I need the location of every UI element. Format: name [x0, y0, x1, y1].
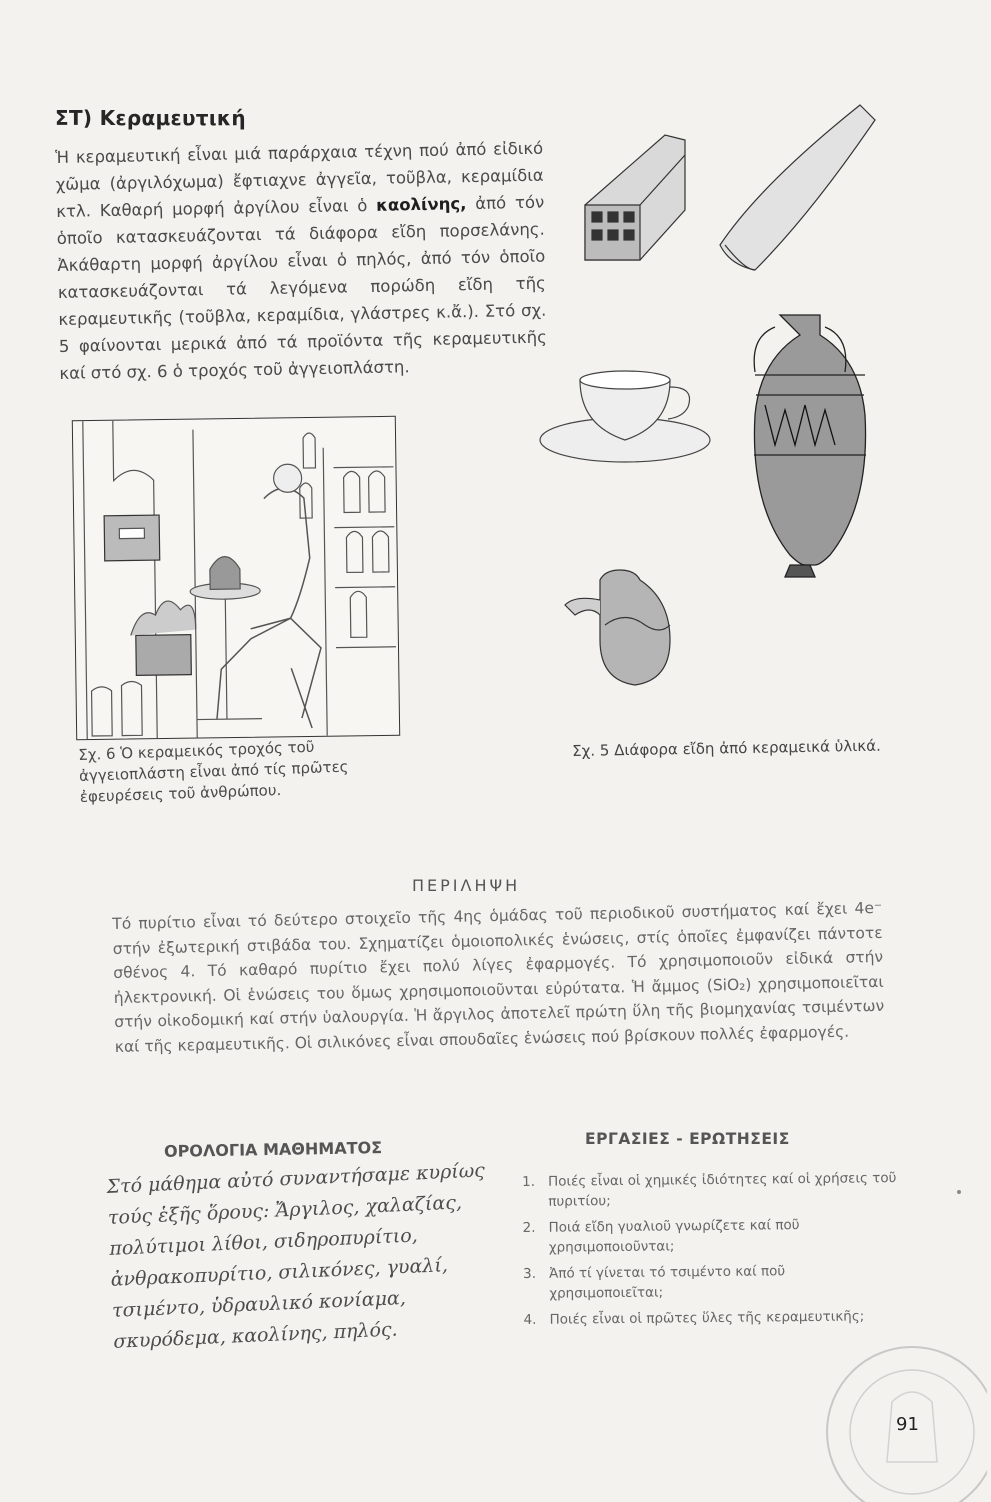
terminology-text: Στό μάθημα αὐτό συναντήσαμε κυρίως τούς ἑξῆς ὅρους: Ἄργιλος, χαλαζίας, πολύτιμοι λίθοι, σιδηροπυρίτιο, ἀνθρακοπυρίτιο, σιλικόνες, γυαλί, τσιμέντο, ὑδραυλικό κονίαμα, σκυρόδεμα, καολίνης, πηλός. [106, 1159, 486, 1353]
figure-6-potter-wheel-illustration [72, 416, 400, 740]
amphora-icon [754, 315, 866, 577]
intro-text-part1: Ἡ κεραμευτική εἶναι μιά παράρχαια τέχνη πού ἀπό εἰδικό χῶμα (ἀργιλόχωμα) ἔφτιαχνε ἀγγεῖα, τοῦβλα, κεραμίδια κτλ. Καθαρή μορφή ἀργίλου εἶναι ὁ [55, 138, 544, 221]
potter-sketch [73, 417, 399, 739]
ceramic-items [530, 95, 920, 705]
exercise-item [522, 1168, 902, 1212]
figure-6-caption: Σχ. 6 Ὁ κεραμεικός τροχός τοῦ ἀγγειοπλάστη εἶναι ἀπό τίς πρῶτες ἐφευρέσεις τοῦ ἀνθρώπου. [78, 737, 349, 806]
exercise-number: 3. [522, 1265, 537, 1282]
brick-icon [585, 135, 685, 260]
summary-paragraph: Τό πυρίτιο εἶναι τό δεύτερο στοιχεῖο τῆς 4ης ὁμάδας τοῦ περιοδικοῦ συστήματος καί ἔχει 4e⁻ στήν ἐξωτερική στιβάδα του. Σχηματίζει ὁμοιοπολικές ἑνώσεις, στίς ὁποῖες ἐμφανίζει πάντοτε σθένος 4. Τό καθαρό πυρίτιο ἔχει πολύ λίγες ἐφαρμογές. Τό χρησιμοποιοῦν εἰδικά στήν ἠλεκτρονική. Οἱ ἑνώσεις του ὅμως χρησιμοποιοῦνται εὐρύτατα. Ἡ ἄμμος (SiO₂) χρησιμοποιεῖται στήν οἰκοδομική καί στήν ὑαλουργία. Ἡ ἄργιλος ἀποτελεῖ πρώτη ὕλη τῆς βιομηχανίας τσιμέντων καί τῆς κεραμευτικῆς. Οἱ σιλικόνες εἶναι σπουδαῖες ἑνώσεις πού βρίσκουν πολλές ἐφαρμογές. [112, 898, 885, 1056]
section-title: ΣΤ) Κεραμευτική [55, 106, 246, 130]
pitcher-icon [565, 570, 670, 685]
exercise-item [522, 1214, 902, 1258]
terminology-title: ΟΡΟΛΟΓΙΑ ΜΑΘΗΜΑΤΟΣ [163, 1138, 383, 1161]
intro-text-part2: ἀπό τόν ὁποῖο κατασκευάζονται τά διάφορα εἴδη πορσελάνης. Ἀκάθαρτη μορφή ἀργίλου εἶναι ὁ πηλός, ἀπό τόν ὁποῖο κατασκευάζονται τά λεγόμενα πορώδη εἴδη τῆς κεραμευτικῆς (τοῦβλα, κεραμίδια, γλάστρες κ.ἄ.). Στό σχ. 5 φαίνονται μερικά ἀπό τά προϊόντα τῆς κεραμευτικῆς καί στό σχ. 6 ὁ τροχός τοῦ ἀγγειοπλάστη. [56, 192, 547, 383]
exercise-text: Ποιά εἴδη γυαλιοῦ γνωρίζετε καί ποῦ χρησιμοποιοῦνται; [548, 1217, 800, 1256]
exercise-text: Ποιές εἶναι οἱ πρῶτες ὕλες τῆς κεραμευτικῆς; [549, 1308, 865, 1328]
exercises-title: ΕΡΓΑΣΙΕΣ - ΕΡΩΤΗΣΕΙΣ [585, 1130, 790, 1148]
exercises-list [522, 1168, 904, 1336]
exercise-number: 2. [522, 1219, 536, 1236]
figure-5-ceramics-illustration [530, 95, 920, 705]
exercise-text: Ἀπό τί γίνεται τό τσιμέντο καί ποῦ χρησιμοποιεῖται; [548, 1263, 786, 1302]
intro-bold-term: καολίνης, [375, 194, 467, 215]
speck-mark [957, 1190, 961, 1194]
exercise-item [523, 1260, 903, 1304]
page-number: 91 [896, 1414, 919, 1435]
intro-paragraph [55, 135, 548, 387]
exercise-item [523, 1306, 903, 1330]
figure-5-caption: Σχ. 5 Διάφορα εἴδη ἀπό κεραμεικά ὑλικά. [572, 736, 881, 760]
exercise-number: 4. [523, 1311, 537, 1328]
cup-and-saucer-icon [540, 371, 710, 462]
summary-title: ΠΕΡΙΛΗΨΗ [412, 876, 521, 895]
roof-tile-icon [720, 105, 875, 270]
exercise-text: Ποιές εἶναι οἱ χημικές ἰδιότητες καί οἱ χρήσεις τοῦ πυριτίου; [548, 1170, 897, 1210]
exercise-number: 1. [522, 1173, 536, 1190]
